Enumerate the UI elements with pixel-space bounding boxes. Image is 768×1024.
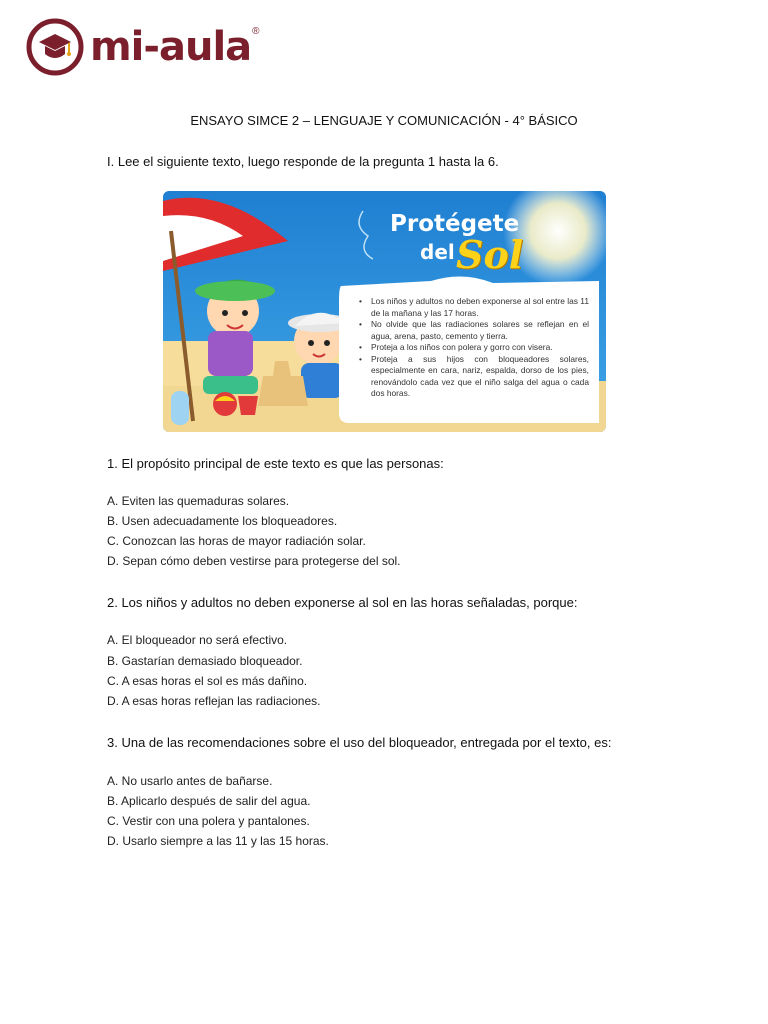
question-2-option-b: B. Gastarían demasiado bloqueador.	[107, 654, 303, 668]
question-3-title: 3. Una de las recomendaciones sobre el uso del bloqueador, entregada por el texto, es:	[107, 735, 612, 750]
tip-item: • Los niños y adultos no deben exponerse al sol entre las 11 de la mañana y las 17 horas.	[357, 296, 589, 319]
question-2-option-a: A. El bloqueador no será efectivo.	[107, 633, 288, 647]
banner-title-line1: Protégete	[390, 211, 520, 237]
question-1-option-d: D. Sepan cómo deben vestirse para protegerse del sol.	[107, 554, 401, 568]
section-instruction: I. Lee el siguiente texto, luego responde de la pregunta 1 hasta la 6.	[107, 154, 499, 169]
question-1-option-c: C. Conozcan las horas de mayor radiación solar.	[107, 534, 366, 548]
graduation-cap-logo-icon	[26, 18, 84, 76]
banner-title-line2: del	[420, 240, 455, 264]
question-1-option-b: B. Usen adecuadamente los bloqueadores.	[107, 514, 338, 528]
banner-title-line3: Sol	[456, 232, 524, 277]
question-3-option-a: A. No usarlo antes de bañarse.	[107, 774, 273, 788]
tip-item: • Proteja a sus hijos con bloqueadores solares, especialmente en cara, nariz, espalda, dorso de los pies, renovándolo cada vez que el niño salga del agua o cada dos horas.	[357, 354, 589, 400]
question-1-option-a: A. Eviten las quemaduras solares.	[107, 494, 290, 508]
question-2-option-d: D. A esas horas reflejan las radiaciones.	[107, 694, 321, 708]
registered-mark: ®	[252, 25, 260, 37]
tip-item: • No olvide que las radiaciones solares se reflejan en el agua, arena, pasto, cemento y tierra.	[357, 319, 589, 342]
question-1-title: 1. El propósito principal de este texto es que las personas:	[107, 456, 444, 471]
sun-tips-list	[357, 296, 589, 400]
mi-aula-logo	[26, 18, 260, 76]
question-2-option-c: C. A esas horas el sol es más dañino.	[107, 674, 308, 688]
question-3-option-b: B. Aplicarlo después de salir del agua.	[107, 794, 311, 808]
question-2-title: 2. Los niños y adultos no deben exponerse al sol en las horas señaladas, porque:	[107, 595, 578, 610]
document-title: ENSAYO SIMCE 2 – LENGUAJE Y COMUNICACIÓN - 4° BÁSICO	[190, 113, 578, 128]
logo-wordmark: mi-aula	[90, 24, 252, 70]
tip-item: • Proteja a los niños con polera y gorro con visera.	[357, 342, 589, 354]
question-3-option-c: C. Vestir con una polera y pantalones.	[107, 814, 310, 828]
question-3-option-d: D. Usarlo siempre a las 11 y las 15 horas.	[107, 834, 329, 848]
